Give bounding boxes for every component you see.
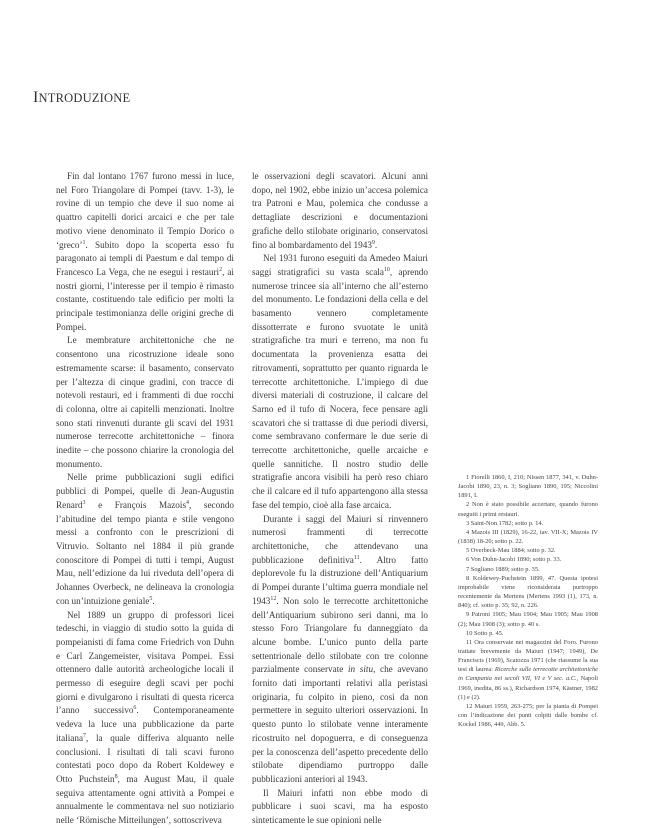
- footnote: [458, 574, 598, 611]
- text-run: , la quale differiva alquanto nelle conclusioni. I risultati di tali scavi furono contestati poco dopo da Robert Koldewey e Otto Puchstein: [56, 732, 234, 784]
- text-run: 8 Koldewey-Puchstein 1899, 47. Questa ipotesi improbabile viene riconsiderata purtroppo recentemente da Mertens (Mertens 1993 (1), 173, n. 840); cf. sotto p. 35; 92, n. 226.: [458, 574, 598, 610]
- text-column-left: [56, 170, 234, 828]
- footnote-ref: 3: [82, 499, 86, 506]
- text-run: , che avevano fornito dati importanti relativi alla peristasi originaria, fu colpito in pieno, così da non permettere in seguito ulteriori osservazioni. In questo punto lo stilobate venne interamente ricostruito nel dopoguerra, e di conseguenza per la conoscenza dell’aspetto precedente dello stilobate dipendiamo purtroppo dalle pubblicazioni anteriori al 1943.: [252, 664, 428, 784]
- footnotes: [458, 473, 598, 729]
- paragraph: [252, 787, 428, 828]
- text-run: Nel 1931 furono eseguiti da Amedeo Maiuri saggi stratigrafici su vasta scala: [252, 253, 428, 277]
- text-run: 2 Non è stato possibile accertare, quando furono eseguiti i primi restauri.: [458, 501, 598, 518]
- text-run: Nelle prime pubblicazioni sugli edifici pubblici di Pompei, quelle di Jean-Augustin Renard: [56, 472, 234, 510]
- footnote-ref: 2: [219, 266, 223, 273]
- footnote: [458, 473, 598, 500]
- footnote-ref: 5: [149, 595, 153, 602]
- text-run: 5 Overbeck-Mau 1884; sotto p. 32.: [466, 547, 556, 555]
- footnote-ref: 1: [82, 239, 86, 246]
- italic-text: Ricerche sulle terrecotte architettoniche in Campania nei secoli VII, VI e V sec. a.C.: [458, 666, 598, 683]
- footnote: [458, 555, 598, 564]
- text-run: Fin dal lontano 1767 furono messi in luce, nel Foro Triangolare di Pompei (tavv. 1-3), le rovine di un tempio che deve il suo nome ai quattro capitelli dorici arcaici e che per tale motivo viene denominato il Tempio Dorico o ‘greco’: [56, 171, 234, 250]
- footnote-ref: 9: [371, 239, 375, 246]
- footnote: [458, 629, 598, 638]
- text-run: Il Maiuri infatti non ebbe modo di pubblicare i suoi scavi, ma ha esposto sinteticamente le sue opinioni nelle: [252, 787, 428, 826]
- section-title: [33, 89, 130, 107]
- footnote-ref: 12: [270, 595, 277, 602]
- text-run: le osservazioni degli scavatori. Alcuni anni dopo, nel 1902, ebbe inizio un’accesa polemica tra Patroni e Mau, polemica che condusse a dettagliate descrizioni e documentazioni grafiche dello stilobate originario, conservatosi fino al bombardamento del 1943: [252, 171, 428, 250]
- text-run: 4 Mazois III (1829), 16-22, tav. VII-X; Mazois IV (1838) 18-20; sotto p. 22.: [458, 528, 598, 546]
- paragraph: [252, 513, 428, 787]
- footnote: [458, 638, 598, 702]
- paragraph: [56, 334, 234, 471]
- text-run: . Subito dopo la scoperta esso fu paragonato ai templi di Paestum e dal tempo di Francesco La Vega, che ne eseguì i restauri: [56, 239, 234, 277]
- text-run: 11 Ora conservate nei magazzini del Foro. Furono trattate brevemente da Maiuri (1947; 1949), De Franciscis (1969), Scatozza 1971 (che riassume la sua tesi di laurea:: [458, 638, 598, 674]
- footnote-ref: 11: [353, 554, 360, 561]
- text-run: , Napoli 1969, inedita, 86 ss.), Richardson 1974, Kästner, 1982 (1) e (2).: [458, 675, 598, 701]
- title-rest: NTRODUZIONE: [38, 91, 131, 105]
- footnote-ref: 7: [83, 732, 87, 739]
- footnote: [458, 528, 598, 546]
- text-run: Durante i saggi del Maiuri si rinvennero numerosi frammenti di terrecotte architettoniche, che attendevano una pubblicazione definitiva: [252, 513, 428, 565]
- footnote: [458, 610, 598, 628]
- text-run: , ai nostri giorni, l’interesse per il tempio è rimasto costante, costituendo tale edificio per molti la principale testimonianza delle origini greche di Pompei.: [56, 266, 234, 332]
- text-run: 12 Maiuri 1959, 263-275; per la pianta di Pompei con l’indicazione dei punti colpiti dalle bombe cf. Kockel 1986, 449, Abb. 5.: [458, 702, 598, 729]
- paragraph: [56, 471, 234, 608]
- text-run: 9 Patroni 1905; Mau 1904; Mau 1905; Mau 1908 (2); Mau 1908 (3); sotto p. 40 s.: [458, 611, 598, 628]
- text-run: Le membrature architettoniche che ne consentono una ricostruzione ideale sono estremamente scarse: il basamento, conservato per l’altezza di cinque gradini, con tracce di notevoli restauri, ed i frammenti di due rocchi di colonna, oltre ai capitelli menzionati. Inoltre sono stati rinvenuti durante gli scavi del 1931 numerose terrecotte architettoniche – finora inedite – che possono chiarire la cronologia del monumento.: [56, 335, 234, 469]
- footnote-ref: 4: [186, 499, 190, 506]
- text-run: e François Mazois: [85, 499, 187, 510]
- footnote: [458, 519, 598, 528]
- text-run: , aprendo numerose trincee sia all’interno che all’esterno del monumento. Le fondazioni della cella e del basamento vennero completamente dissotterrate e furono svuotate le unità stratigrafiche tra muri e terreno, ma non fu documentata la provenienza esatta dei ritrovamenti, soprattutto per quanto riguarda le terrecotte architettoniche. L’impiego di due diversi materiali di costruzione, il calcare del Sarno ed il tufo di Nocera, fece pensare agli scavatori che si trattasse di due periodi diversi, come sembravano confermare le due serie di terrecotte architettoniche, quelle arcaiche e quelle sannitiche. Il nostro studio delle stratigrafie ancora visibili ha però reso chiaro che il calcare ed il tufo appartengono alla stessa fase del tempio, cioè alla fase arcaica.: [252, 266, 428, 510]
- footnote: [458, 546, 598, 555]
- text-run: , ma August Mau, il quale seguiva attentamente ogni attività a Pompei e annualmente le commentava nel suo notiziario nelle ‘Römische Mitteilungen’, sottoscriveva: [56, 773, 235, 826]
- text-column-right: [252, 170, 428, 828]
- paragraph: [252, 170, 428, 252]
- text-run: .: [374, 239, 378, 250]
- footnote-ref: 8: [114, 773, 118, 780]
- text-run: .: [152, 595, 155, 606]
- text-run: 3 Saint-Non 1782; sotto p. 14.: [466, 519, 544, 527]
- title-initial: I: [33, 89, 39, 106]
- footnote-ref: 6: [133, 705, 137, 712]
- text-run: , secondo l’abitudine del tempo pianta e stile vengono messi a confronto con le prescrizioni di Vitruvio. Soltanto nel 1884 il più grande conoscitore di Pompei di tutti i tempi, August Mau, nell’edizione da lui riveduta dell’opera di Johannes Overbeck, ne delineava la cronologia con un’intuizione geniale: [56, 499, 235, 606]
- footnote: [458, 500, 598, 518]
- text-run: 10 Sotto p. 45.: [466, 629, 504, 637]
- paragraph: [56, 170, 234, 334]
- text-run: Nel 1889 un gruppo di professori licei tedeschi, in viaggio di studio sotto la guida di pompeianisti di fama come Friedrich von Duhn e Carl Zangemeister, visitava Pompei. Essi ottennero dalle autorità archeologiche locali il permesso di eseguire degli scavi per pochi giorni e divulgarono i risultati di questa ricerca l’anno successivo: [56, 609, 234, 716]
- footnote-ref: 10: [383, 266, 390, 273]
- text-run: 7 Sogliano 1889; sotto p. 35.: [466, 565, 540, 573]
- text-run: 6 Von Duhn-Jacobi 1890; sotto p. 33.: [466, 556, 562, 564]
- text-run: 1 Fiorelli 1860, I, 210; Nissen 1877, 341, v. Duhn-Jacobi 1890, 23, n. 3; Sogliano 1890, 195; Niccolini 1891, I.: [458, 474, 598, 500]
- text-run: . Contemporaneamente vedeva la luce una pubblicazione da parte italiana: [56, 705, 234, 743]
- paragraph: [252, 252, 428, 512]
- italic-text: in situ: [348, 664, 374, 675]
- text-run: . Altro fatto deplorevole fu la distruzione dell’Antiquarium di Pompei durante l’ultima guerra mondiale nel 1943: [252, 554, 428, 606]
- footnote: [458, 702, 598, 729]
- paragraph: [56, 609, 234, 828]
- footnote: [458, 565, 598, 574]
- text-run: . Non solo le terrecotte architettoniche dell’Antiquarium subirono seri danni, ma lo stesso Foro Triangolare fu danneggiato da alcune bombe. L’unico punto della parte settentrionale dello stilobate con tre colonne parzialmente conservate: [252, 595, 428, 675]
